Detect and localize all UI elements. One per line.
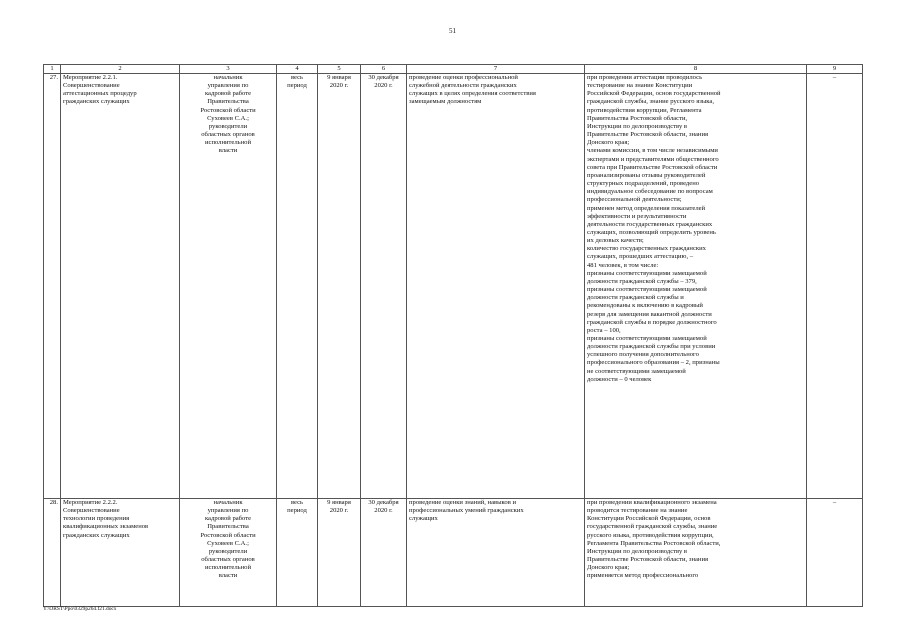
- actual-result-cell: при проведении аттестации проводилось тестирование на знание Конституции Российской Федерации, основ государственной гражданской службы, знание русского языка, противодействия коррупции, Регламента Правительства Ростовской области, Инструкции по делопроизводству в Правительстве Ростовской области, знания Донского края; членами комиссии, в том числе независимыми экспертами и представителями общественного совета при Правительстве Ростовской области проанализированы отзывы руководителей структурных подразделений, проведено индивидуальное собеседование по вопросам профессиональной деятельности; применен метод определения показателей эффективности и результативности деятельности государственных гражданских служащих, позволяющий определить уровень их деловых качеств; количество государственных гражданских служащих, прошедших аттестацию, – 481 человек, в том числе: признаны соответствующими замещаемой должности гражданской службы – 379, признаны соответствующими замещаемой должности гражданской службы и рекомендованы к включению в кадровый резерв для замещения вакантной должности гражданской службы в порядке должностного роста – 100, признаны соответствующими замещаемой должности гражданской службы при условии успешного получения дополнительного профессионального образования – 2, признаны не соответствующими замещаемой должности – 0 человек: [585, 74, 807, 499]
- report-table: [43, 64, 863, 607]
- column-number: 9: [807, 65, 863, 74]
- page-number: 51: [449, 27, 456, 35]
- event-cell: Мероприятие 2.2.2. Совершенствование технологии проведения квалификационных экзаменов гражданских служащих: [61, 499, 180, 607]
- column-number: 2: [61, 65, 180, 74]
- start-date-cell: 9 января 2020 г.: [318, 499, 361, 607]
- start-date-cell: 9 января 2020 г.: [318, 74, 361, 499]
- expected-result-cell: проведение оценки знаний, навыков и профессиональных умений гражданских служащих: [407, 499, 585, 607]
- column-number: 6: [361, 65, 407, 74]
- period-cell: весь период: [277, 74, 318, 499]
- note-cell: –: [807, 74, 863, 499]
- table-row: [44, 74, 863, 499]
- period-cell: весь период: [277, 499, 318, 607]
- column-number: 8: [585, 65, 807, 74]
- row-number: 27.: [44, 74, 61, 499]
- column-number: 4: [277, 65, 318, 74]
- file-path-footer: Y:\ORST\Ppo\0329p264.f21.docx: [43, 606, 117, 612]
- column-number: 3: [180, 65, 277, 74]
- row-number: 28.: [44, 499, 61, 607]
- actual-result-cell: при проведении квалификационного экзамена проводится тестирование на знание Конституции Российской Федерации, основ государственной гражданской службы, знание русского языка, противодействия коррупции, Регламента Правительства Ростовской области, Инструкции по делопроизводству в Правительстве Ростовской области, знания Донского края; применяется метод профессионального: [585, 499, 807, 607]
- event-cell: Мероприятие 2.2.1. Совершенствование аттестационных процедур гражданских служащих: [61, 74, 180, 499]
- responsible-cell: начальник управления по кадровой работе Правительства Ростовской области Суховеев С.А.; руководители областных органов исполнительной власти: [180, 74, 277, 499]
- note-cell: –: [807, 499, 863, 607]
- column-number: 1: [44, 65, 61, 74]
- column-number: 5: [318, 65, 361, 74]
- column-number: 7: [407, 65, 585, 74]
- responsible-cell: начальник управления по кадровой работе Правительства Ростовской области Суховеев С.А.; руководители областных органов исполнительной власти: [180, 499, 277, 607]
- end-date-cell: 30 декабря 2020 г.: [361, 74, 407, 499]
- column-number-row: [44, 65, 863, 74]
- table-row: [44, 499, 863, 607]
- expected-result-cell: проведение оценки профессиональной служебной деятельности гражданских служащих в целях определения соответствия замещаемым должностям: [407, 74, 585, 499]
- end-date-cell: 30 декабря 2020 г.: [361, 499, 407, 607]
